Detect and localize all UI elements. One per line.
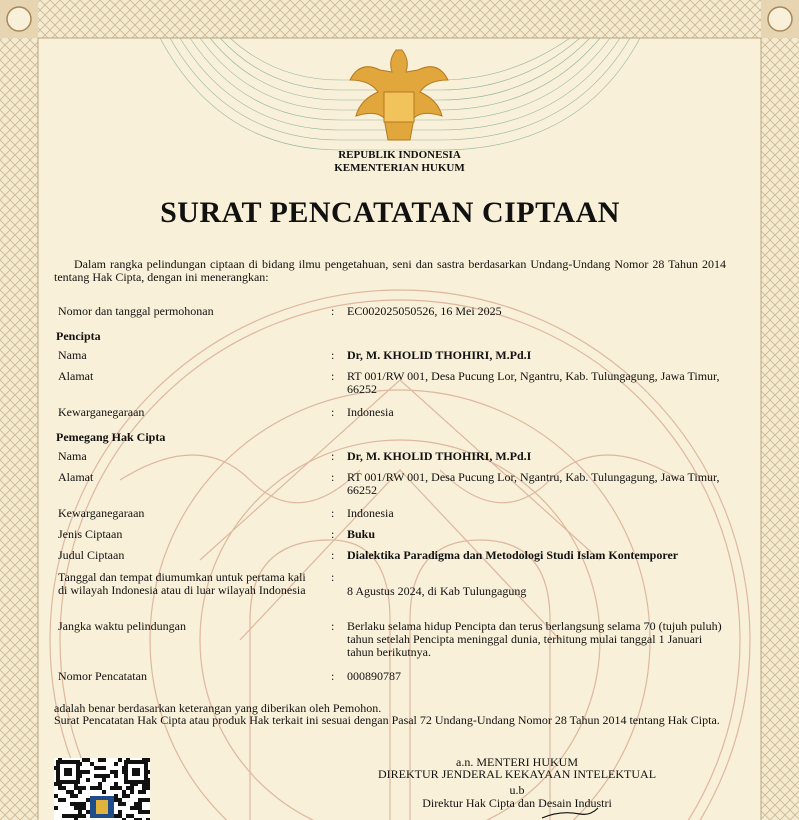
signature-line-1: a.n. MENTERI HUKUM xyxy=(456,755,578,769)
document-title: SURAT PENCATATAN CIPTAAN xyxy=(160,196,620,229)
field-colon: : xyxy=(331,470,335,484)
field-value-jangka: Berlaku selama hidup Pencipta dan terus berlangsung selama 70 (tujuh puluh) tahun setelah Pencipta meninggal dunia, terhitung mulai tanggal 1 Januari tahun berikutnya. xyxy=(347,619,722,659)
footer-legal-note: Surat Pencatatan Hak Cipta atau produk Hak terkait ini sesuai dengan Pasal 72 Undang-Undang Nomor 28 Tahun 2014 tentang Hak Cipta. xyxy=(54,713,720,727)
signature-line-2: DIREKTUR JENDERAL KEKAYAAN INTELEKTUAL xyxy=(377,767,657,781)
field-label-pencipta-alamat: Alamat xyxy=(58,369,94,383)
field-colon: : xyxy=(331,570,335,584)
field-label-pencipta-warga: Kewarganegaraan xyxy=(58,405,145,419)
signature-stroke-icon xyxy=(540,806,600,820)
field-label-pencipta-nama: Nama xyxy=(58,348,87,362)
field-label-tanggal: Tanggal dan tempat diumumkan untuk pertama kali di wilayah Indonesia atau di luar wilayah Indonesia xyxy=(58,570,306,597)
field-value-nomor-pencatatan: 000890787 xyxy=(347,669,401,683)
qr-code-icon xyxy=(54,758,150,820)
field-colon: : xyxy=(331,527,335,541)
field-value-jenis: Buku xyxy=(347,527,376,541)
field-colon: : xyxy=(331,506,335,520)
emblem-garuda-icon xyxy=(350,50,448,140)
field-colon: : xyxy=(331,449,335,463)
field-colon: : xyxy=(331,405,335,419)
field-value-pencipta-nama: Dr, M. KHOLID THOHIRI, M.Pd.I xyxy=(347,348,532,362)
field-label-jenis: Jenis Ciptaan xyxy=(58,527,123,541)
field-value-pemegang-nama: Dr, M. KHOLID THOHIRI, M.Pd.I xyxy=(347,449,532,463)
field-colon: : xyxy=(331,669,335,683)
section-heading-pencipta: Pencipta xyxy=(56,329,101,343)
field-colon: : xyxy=(331,619,335,633)
section-heading-pemegang: Pemegang Hak Cipta xyxy=(56,430,166,444)
field-value-pencipta-alamat: RT 001/RW 001, Desa Pucung Lor, Ngantru, Kab. Tulungagung, Jawa Timur, 66252 xyxy=(347,369,720,396)
field-label-jangka: Jangka waktu pelindungan xyxy=(58,619,186,633)
field-colon: : xyxy=(331,369,335,383)
field-label-pemegang-warga: Kewarganegaraan xyxy=(58,506,145,520)
field-label-nomor-permohonan: Nomor dan tanggal permohonan xyxy=(58,304,214,318)
signature-line-3: u.b xyxy=(509,783,525,797)
field-value-judul: Dialektika Paradigma dan Metodologi Studi Islam Kontemporer xyxy=(347,548,679,562)
signature-line-4: Direktur Hak Cipta dan Desain Industri xyxy=(422,796,612,810)
footer-statement: adalah benar berdasarkan keterangan yang diberikan oleh Pemohon. xyxy=(54,701,382,715)
field-label-nomor-pencatatan: Nomor Pencatatan xyxy=(58,669,147,683)
header-country: REPUBLIK INDONESIA xyxy=(338,149,461,161)
intro-paragraph: Dalam rangka pelindungan ciptaan di bidang ilmu pengetahuan, seni dan sastra berdasarkan Undang-Undang Nomor 28 Tahun 2014 tentang Hak Cipta, dengan ini menerangkan: xyxy=(54,257,726,284)
field-value-pencipta-warga: Indonesia xyxy=(347,405,394,419)
header-ministry: KEMENTERIAN HUKUM xyxy=(334,162,465,174)
field-colon: : xyxy=(331,304,335,318)
field-value-nomor-permohonan: EC002025050526, 16 Mei 2025 xyxy=(347,304,502,318)
field-value-pemegang-alamat: RT 001/RW 001, Desa Pucung Lor, Ngantru, Kab. Tulungagung, Jawa Timur, 66252 xyxy=(347,470,720,497)
field-colon: : xyxy=(331,548,335,562)
field-value-tanggal: 8 Agustus 2024, di Kab Tulungagung xyxy=(347,584,527,598)
field-label-pemegang-nama: Nama xyxy=(58,449,87,463)
field-label-judul: Judul Ciptaan xyxy=(58,548,125,562)
field-colon: : xyxy=(331,348,335,362)
field-label-pemegang-alamat: Alamat xyxy=(58,470,94,484)
field-value-pemegang-warga: Indonesia xyxy=(347,506,394,520)
